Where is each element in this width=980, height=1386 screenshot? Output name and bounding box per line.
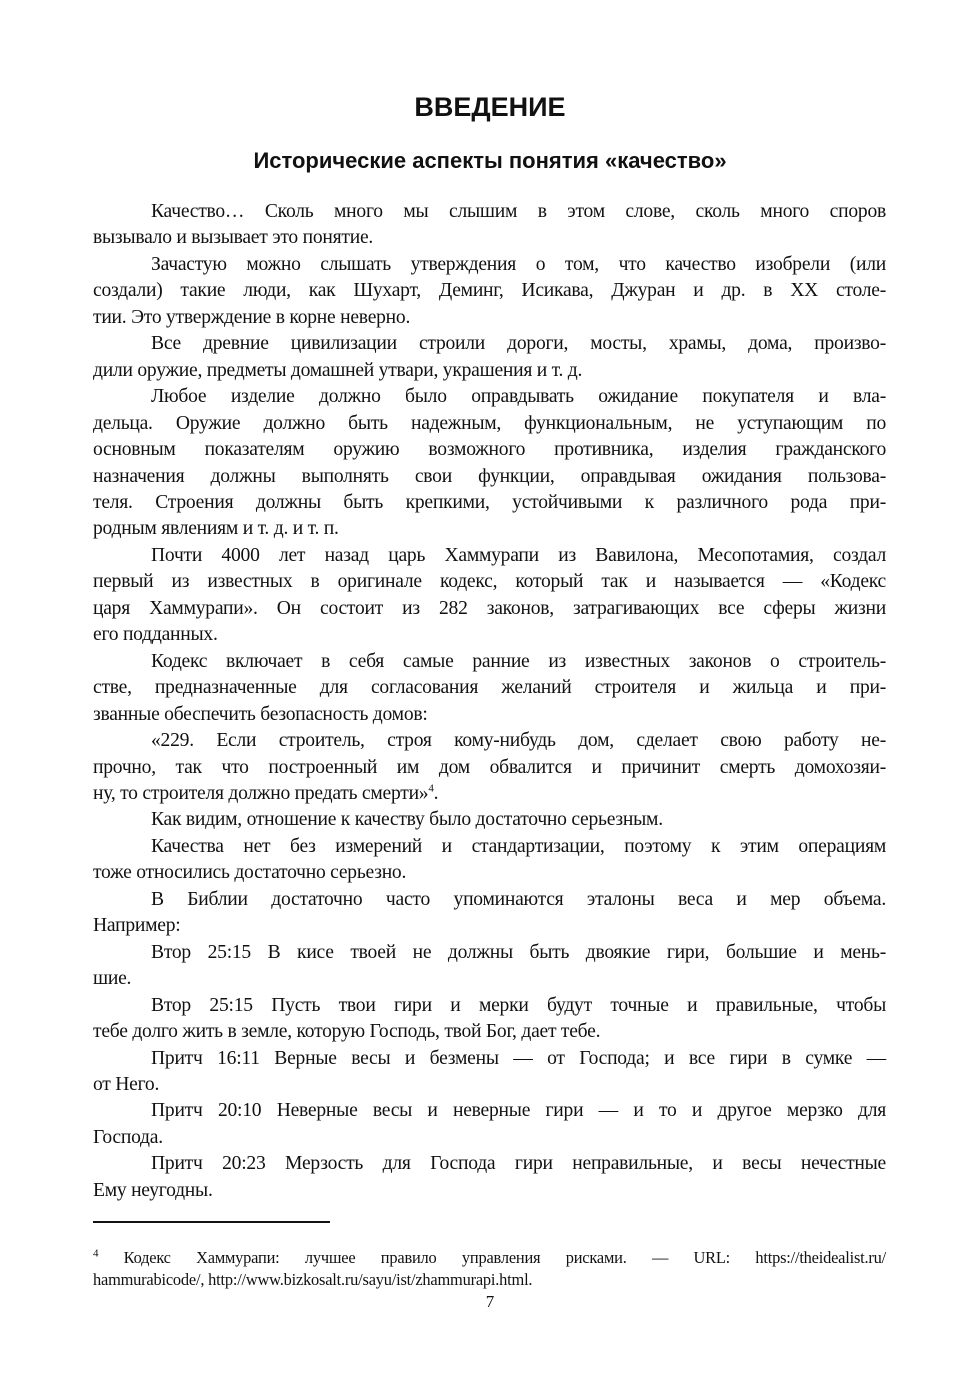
text-line: от Него. bbox=[93, 1073, 160, 1095]
text-line: званные обеспечить безопасность домов: bbox=[93, 703, 428, 725]
text-line: Зачастую можно слышать утверждения о том, что качество изобрели (или bbox=[151, 253, 886, 275]
section-title: Исторические аспекты понятия «качество» bbox=[253, 148, 727, 173]
paragraph bbox=[93, 1046, 886, 1099]
paragraph bbox=[93, 199, 886, 252]
text-line: первый из известных в оригинале кодекс, который так и называется — «Кодекс bbox=[93, 571, 886, 593]
text-line: Притч 16:11 Верные весы и безмены — от Господа; и все гири в сумке — bbox=[151, 1047, 886, 1069]
text-line: царя Хаммурапи». Он состоит из 282 законов, затрагивающих все сферы жизни bbox=[93, 597, 886, 619]
footnote-line bbox=[93, 1247, 886, 1269]
paragraph bbox=[93, 543, 886, 649]
text-line: Господа. bbox=[93, 1126, 163, 1148]
text-line: шие. bbox=[93, 968, 132, 990]
text-line: прочно, так что построенный им дом обвалится и причинит смерть домохозяи- bbox=[93, 756, 886, 778]
text-line: Качество… Сколь много мы слышим в этом слове, сколь много споров bbox=[151, 201, 886, 222]
text-line: Как видим, отношение к качеству было достаточно серьезным. bbox=[151, 809, 663, 831]
text-line: Втор 25:15 В кисе твоей не должны быть двоякие гири, большие и мень- bbox=[151, 941, 886, 963]
text-line: Качества нет без измерений и стандартизации, поэтому к этим операциям bbox=[151, 835, 886, 857]
footnote bbox=[93, 1247, 886, 1291]
footnote-reference[interactable]: 4 bbox=[428, 782, 434, 795]
text-line: В Библии достаточно часто упоминаются эталоны веса и мер объема. bbox=[151, 888, 886, 910]
chapter-title: ВВЕДЕНИЕ bbox=[414, 92, 566, 122]
text-line: дили оружие, предметы домашней утвари, украшения и т. д. bbox=[93, 359, 583, 381]
text-line: тии. Это утверждение в корне неверно. bbox=[93, 306, 411, 328]
text-line: Почти 4000 лет назад царь Хаммурапи из Вавилона, Месопотамия, создал bbox=[151, 544, 886, 566]
text-line: его подданных. bbox=[93, 624, 218, 646]
text-line: Втор 25:15 Пусть твои гири и мерки будут точные и правильные, чтобы bbox=[151, 994, 886, 1016]
text-line: теля. Строения должны быть крепкими, устойчивыми к различного рода при- bbox=[93, 491, 886, 513]
paragraph bbox=[93, 834, 886, 887]
text-line: вызывало и вызывает это понятие. bbox=[93, 227, 374, 249]
text-line: тебе долго жить в земле, которую Господь, твой Бог, дает тебе. bbox=[93, 1021, 601, 1043]
paragraph bbox=[93, 887, 886, 940]
paragraph bbox=[93, 1098, 886, 1151]
paragraph bbox=[93, 728, 886, 807]
paragraph bbox=[93, 807, 886, 833]
text-line: Притч 20:10 Неверные весы и неверные гири — и то и другое мерзко для bbox=[151, 1100, 886, 1122]
paragraph bbox=[93, 252, 886, 331]
footnote-divider bbox=[93, 1221, 330, 1223]
text-line: тоже относились достаточно серьезно. bbox=[93, 862, 407, 884]
punctuation: . bbox=[433, 782, 439, 804]
text-line: назначения должны выполнять свои функции, оправдывая ожидания пользова- bbox=[93, 465, 886, 487]
text-line-content: ну, то строителя должно предать смерти» bbox=[93, 782, 429, 804]
paragraph bbox=[93, 940, 886, 993]
text-line: Любое изделие должно было оправдывать ожидание покупателя и вла- bbox=[151, 386, 886, 408]
text-line: Ему неугодны. bbox=[93, 1179, 213, 1201]
text-line: Кодекс включает в себя самые ранние из известных законов о строитель- bbox=[151, 650, 886, 672]
paragraph bbox=[93, 993, 886, 1046]
text-line: Притч 20:23 Мерзость для Господа гири неправильные, и весы нечестные bbox=[151, 1153, 886, 1175]
text-line: «229. Если строитель, строя кому-нибудь дом, сделает свою работу не- bbox=[151, 730, 886, 752]
paragraph bbox=[93, 331, 886, 384]
paragraph bbox=[93, 384, 886, 543]
footnote-text: Кодекс Хаммурапи: лучшее правило управления рисками. — URL: https://theidealist.ru/ bbox=[123, 1248, 886, 1267]
text-line: Например: bbox=[93, 915, 181, 937]
paragraph bbox=[93, 649, 886, 728]
text-line: Все древние цивилизации строили дороги, мосты, храмы, дома, произво- bbox=[151, 333, 886, 355]
body-text bbox=[93, 199, 886, 1204]
text-line: основным показателям оружию возможного противника, изделия гражданского bbox=[93, 439, 886, 461]
paragraph bbox=[93, 1151, 886, 1204]
footnote-line: hammurabicode/, http://www.bizkosalt.ru/sayu/ist/zhammurapi.html. bbox=[93, 1270, 533, 1289]
page-number: 7 bbox=[485, 1292, 495, 1311]
text-line: создали) такие люди, как Шухарт, Деминг, Исикава, Джуран и др. в XX столе- bbox=[93, 280, 886, 302]
text-line: стве, предназначенные для согласования желаний строителя и жильца и при- bbox=[93, 677, 886, 699]
text-line: родным явлениям и т. д. и т. п. bbox=[93, 518, 339, 540]
text-line bbox=[93, 781, 886, 807]
footnote-mark: 4 bbox=[93, 1247, 99, 1260]
text-line: дельца. Оружие должно быть надежным, функциональным, не уступающим по bbox=[93, 412, 886, 434]
